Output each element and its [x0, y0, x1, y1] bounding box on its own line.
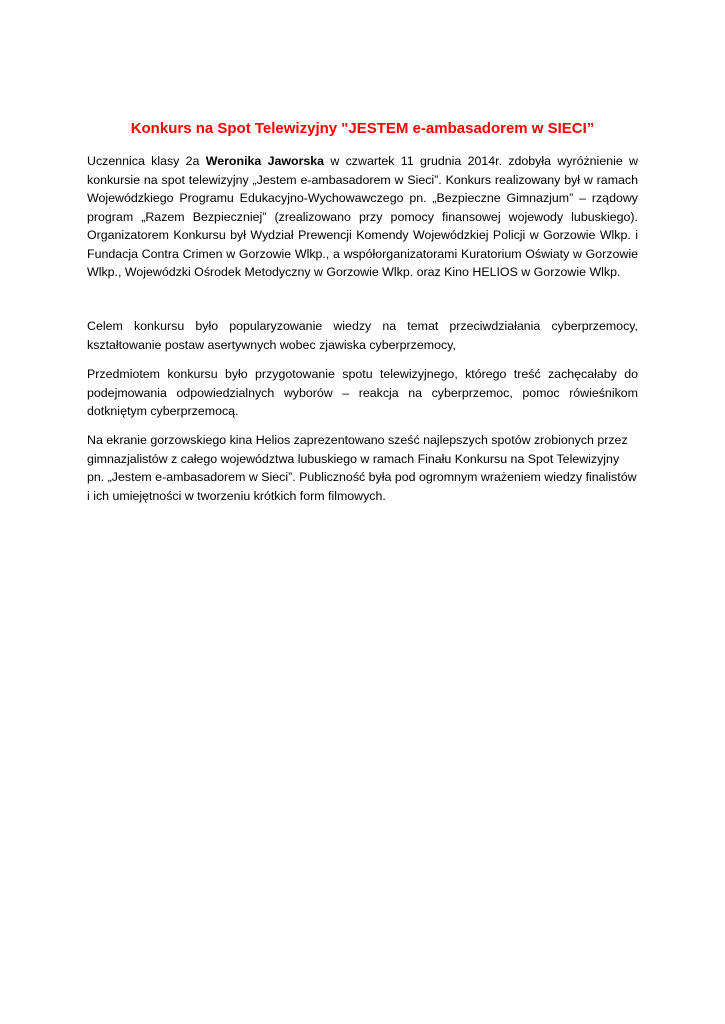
paragraph-screening: Na ekranie gorzowskiego kina Helios zaprezentowano sześć najlepszych spotów zrobionych przez gimnazjalistów z całego województwa lubuskiego w ramach Finału Konkursu na Spot Telewizyjny pn. „Jestem e-ambasadorem w Sieci”. Publiczność była pod ogromnym wrażeniem wiedzy finalistów i ich umiejętności w tworzeniu krótkich form filmowych.: [87, 433, 637, 503]
student-name: Weronika Jaworska: [205, 154, 325, 168]
document-title: Konkurs na Spot Telewizyjny "JESTEM e-ambasadorem w SIECI”: [130, 120, 595, 137]
paragraph-goal: Celem konkursu było popularyzowanie wiedzy na temat przeciwdziałania cyberprzemocy, kształtowanie postaw asertywnych wobec zjawiska cyberprzemocy,: [87, 319, 638, 352]
paragraph-award-intro: Uczennica klasy 2a: [87, 154, 206, 168]
paragraph-award: [87, 152, 638, 282]
paragraph-subject: Przedmiotem konkursu było przygotowanie spotu telewizyjnego, którego treść zachęcałaby do podejmowania odpowiedzialnych wyborów – reakcja na cyberprzemoc, pomoc rówieśnikom dotkniętym cyberprzemocą.: [87, 367, 638, 418]
paragraph-award-body: w czwartek 11 grudnia 2014r. zdobyła wyróżnienie w konkursie na spot telewizyjny „Jestem e-ambasadorem w Sieci”. Konkurs realizowany był w ramach Wojewódzkiego Programu Edukacyjno-Wychowawczego pn. „Bezpieczne Gimnazjum” – rządowy program „Razem Bezpieczniej” (zrealizowano przy pomocy finansowej wojewody lubuskiego). Organizatorem Konkursu był Wydział Prewencji Komendy Wojewódzkiej Policji w Gorzowie Wlkp. i Fundacja Contra Crimen w Gorzowie Wlkp., a współorganizatorami Kuratorium Oświaty w Gorzowie Wlkp., Wojewódzki Ośrodek Metodyczny w Gorzowie Wlkp. oraz Kino HELIOS w Gorzowie Wlkp.: [87, 154, 638, 279]
